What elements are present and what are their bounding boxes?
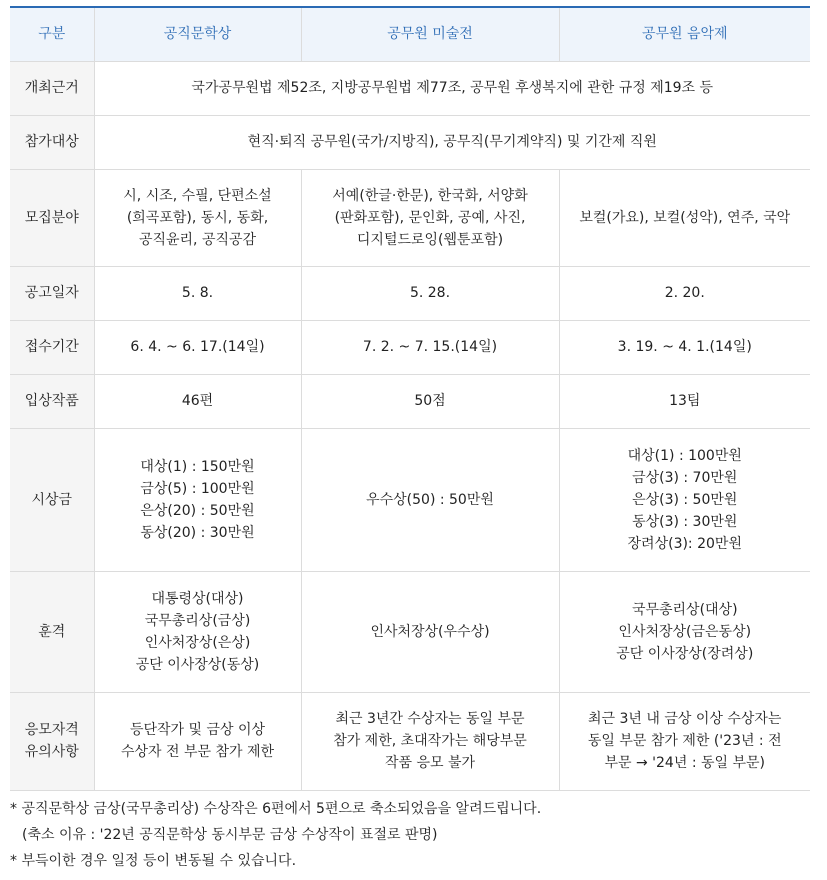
- header-music: 공무원 음악제: [559, 7, 810, 61]
- table-row: [10, 115, 810, 169]
- table-cell: 국무총리상(대상) 인사처장상(금은동상) 공단 이사장상(장려상): [559, 571, 810, 692]
- table-cell: 시, 시조, 수필, 단편소설 (희곡포함), 동시, 동화, 공직윤리, 공직공감: [94, 169, 301, 266]
- row-label: 응모자격 유의사항: [10, 692, 94, 790]
- table-cell: 6. 4. ~ 6. 17.(14일): [94, 320, 301, 374]
- row-label: 참가대상: [10, 115, 94, 169]
- row-label: 모집분야: [10, 169, 94, 266]
- table-cell: 50점: [301, 374, 559, 428]
- footnotes: [10, 796, 820, 874]
- table-row: [10, 169, 810, 266]
- header-literature: 공직문학상: [94, 7, 301, 61]
- table-cell: 대통령상(대상) 국무총리상(금상) 인사처장상(은상) 공단 이사장상(동상): [94, 571, 301, 692]
- table-row: [10, 266, 810, 320]
- table-cell: 우수상(50) : 50만원: [301, 428, 559, 571]
- header-category: 구분: [10, 7, 94, 61]
- contest-table: [10, 6, 810, 791]
- table-row: [10, 320, 810, 374]
- table-cell: 46편: [94, 374, 301, 428]
- table-row: [10, 374, 810, 428]
- table-cell: 보컬(가요), 보컬(성악), 연주, 국악: [559, 169, 810, 266]
- table-cell: 대상(1) : 100만원 금상(3) : 70만원 은상(3) : 50만원 동상(3) : 30만원 장려상(3): 20만원: [559, 428, 810, 571]
- table-cell: 7. 2. ~ 7. 15.(14일): [301, 320, 559, 374]
- footnote: * 공직문학상 금상(국무총리상) 수상작은 6편에서 5편으로 축소되었음을 알려드립니다.: [10, 801, 542, 817]
- table-cell: 최근 3년 내 금상 이상 수상자는 동일 부문 참가 제한 ('23년 : 전 부문 → '24년 : 동일 부문): [559, 692, 810, 790]
- row-label: 시상금: [10, 428, 94, 571]
- table-cell: 2. 20.: [559, 266, 810, 320]
- table-cell: 등단작가 및 금상 이상 수상자 전 부문 참가 제한: [94, 692, 301, 790]
- table-cell: 인사처장상(우수상): [301, 571, 559, 692]
- header-row: [10, 7, 810, 61]
- footnote: (축소 이유 : '22년 공직문학상 동시부문 금상 수상작이 표절로 판명): [22, 827, 438, 843]
- row-label: 공고일자: [10, 266, 94, 320]
- table-cell: 5. 28.: [301, 266, 559, 320]
- table-row: [10, 428, 810, 571]
- footnote: * 부득이한 경우 일정 등이 변동될 수 있습니다.: [10, 853, 297, 869]
- row-label: 개최근거: [10, 61, 94, 115]
- table-cell: 서예(한글·한문), 한국화, 서양화 (판화포함), 문인화, 공예, 사진, 디지털드로잉(웹툰포함): [301, 169, 559, 266]
- row-label: 훈격: [10, 571, 94, 692]
- header-art: 공무원 미술전: [301, 7, 559, 61]
- row-label: 입상작품: [10, 374, 94, 428]
- row-label: 접수기간: [10, 320, 94, 374]
- table-row: [10, 692, 810, 790]
- table-cell: 대상(1) : 150만원 금상(5) : 100만원 은상(20) : 50만원 동상(20) : 30만원: [94, 428, 301, 571]
- table-row: [10, 571, 810, 692]
- table-cell: 5. 8.: [94, 266, 301, 320]
- row-span-cell: 국가공무원법 제52조, 지방공무원법 제77조, 공무원 후생복지에 관한 규정 제19조 등: [94, 61, 810, 115]
- row-span-cell: 현직·퇴직 공무원(국가/지방직), 공무직(무기계약직) 및 기간제 직원: [94, 115, 810, 169]
- table-cell: 최근 3년간 수상자는 동일 부문 참가 제한, 초대작가는 해당부문 작품 응모 불가: [301, 692, 559, 790]
- table-row: [10, 61, 810, 115]
- table-cell: 13팀: [559, 374, 810, 428]
- table-cell: 3. 19. ~ 4. 1.(14일): [559, 320, 810, 374]
